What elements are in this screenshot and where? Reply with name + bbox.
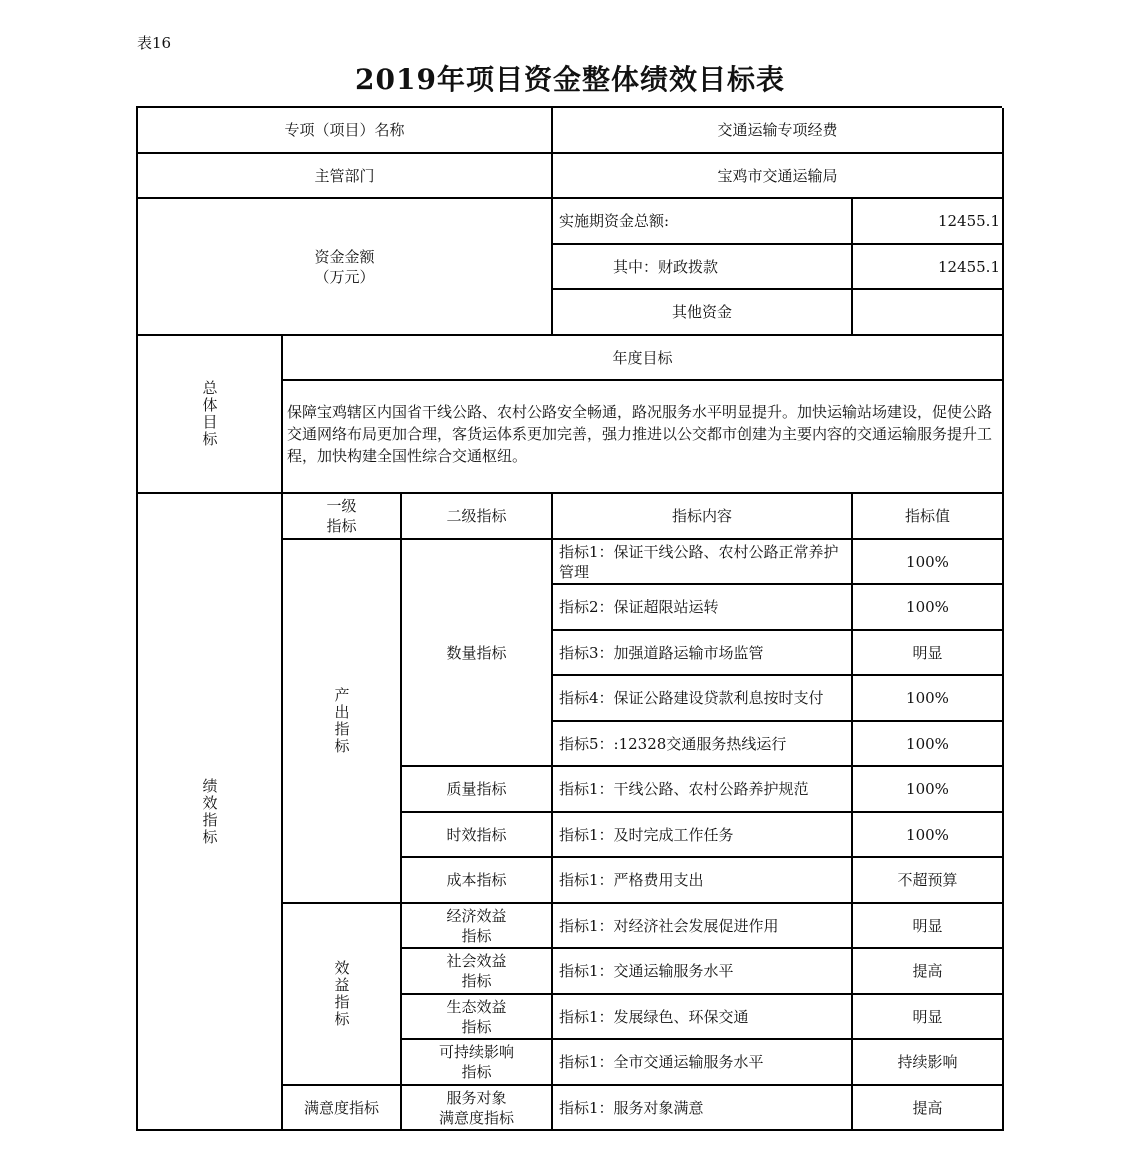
cost-indicator-label: 成本指标 xyxy=(402,858,553,904)
project-name-value: 交通运输专项经费 xyxy=(553,108,1004,154)
indicator-content: 指标1：及时完成工作任务 xyxy=(553,813,853,858)
fund-total-value: 12455.1 xyxy=(853,199,1004,245)
indicator-value: 不超预算 xyxy=(853,858,1004,904)
timeliness-indicator-label: 时效指标 xyxy=(402,813,553,858)
indicator-content: 指标1：全市交通运输服务水平 xyxy=(553,1040,853,1086)
satisfaction-sub-label: 服务对象 满意度指标 xyxy=(402,1086,553,1131)
indicator-content: 指标1：对经济社会发展促进作用 xyxy=(553,904,853,949)
indicator-content: 指标1：服务对象满意 xyxy=(553,1086,853,1131)
benefit-indicator-text: 效益指标 xyxy=(332,960,351,1028)
header-level1: 一级 指标 xyxy=(283,494,402,540)
indicator-value: 提高 xyxy=(853,1086,1004,1131)
header-content: 指标内容 xyxy=(553,494,853,540)
indicator-value: 明显 xyxy=(853,904,1004,949)
quality-indicator-label: 质量指标 xyxy=(402,767,553,813)
indicator-value: 提高 xyxy=(853,949,1004,995)
economic-indicator-label: 经济效益 指标 xyxy=(402,904,553,949)
indicator-value: 100% xyxy=(853,813,1004,858)
indicator-content: 指标1：保证干线公路、农村公路正常养护管理 xyxy=(553,540,853,585)
fund-fiscal-value: 12455.1 xyxy=(853,245,1004,290)
dept-label: 主管部门 xyxy=(138,154,553,199)
project-name-label: 专项（项目）名称 xyxy=(138,108,553,154)
overall-goal-text: 总体目标 xyxy=(200,380,219,448)
header-level2: 二级指标 xyxy=(402,494,553,540)
fund-other-value xyxy=(853,290,1004,336)
indicator-content: 指标5：:12328交通服务热线运行 xyxy=(553,722,853,767)
page-title: 2019年项目资金整体绩效目标表 xyxy=(355,63,785,96)
ecological-indicator-label: 生态效益 指标 xyxy=(402,995,553,1040)
annual-goal-label: 年度目标 xyxy=(283,336,1004,381)
sustainable-indicator-label: 可持续影响 指标 xyxy=(402,1040,553,1086)
indicator-value: 100% xyxy=(853,585,1004,631)
dept-value: 宝鸡市交通运输局 xyxy=(553,154,1004,199)
indicator-value: 100% xyxy=(853,722,1004,767)
annual-goal-text: 保障宝鸡辖区内国省干线公路、农村公路安全畅通，路况服务水平明显提升。加快运输站场建设，促使公路交通网络布局更加合理，客货运体系更加完善，强力推进以公交都市创建为主要内容的交通运输服务提升工程，加快构建全国性综合交通枢纽。 xyxy=(283,381,1004,494)
indicator-content: 指标1：交通运输服务水平 xyxy=(553,949,853,995)
benefit-indicator-label xyxy=(283,904,402,1086)
fund-other-label: 其他资金 xyxy=(553,290,853,336)
overall-goal-label xyxy=(138,336,283,494)
fund-total-label: 实施期资金总额: xyxy=(553,199,853,245)
indicator-content: 指标4：保证公路建设贷款利息按时支付 xyxy=(553,676,853,722)
indicator-content: 指标1：严格费用支出 xyxy=(553,858,853,904)
table-number: 表16 xyxy=(137,34,172,52)
header-value: 指标值 xyxy=(853,494,1004,540)
fund-fiscal-label: 其中：财政拨款 xyxy=(553,245,853,290)
output-indicator-text: 产出指标 xyxy=(332,687,351,755)
social-indicator-label: 社会效益 指标 xyxy=(402,949,553,995)
perf-indicator-text: 绩效指标 xyxy=(200,777,219,846)
fund-amount-label: 资金金额 （万元） xyxy=(138,199,553,336)
indicator-value: 100% xyxy=(853,676,1004,722)
indicator-content: 指标3：加强道路运输市场监管 xyxy=(553,631,853,676)
indicator-content: 指标1：发展绿色、环保交通 xyxy=(553,995,853,1040)
indicator-value: 100% xyxy=(853,540,1004,585)
indicator-value: 明显 xyxy=(853,995,1004,1040)
output-indicator-label xyxy=(283,540,402,904)
performance-table xyxy=(136,106,1002,1131)
quantity-indicator-label: 数量指标 xyxy=(402,540,553,767)
indicator-value: 100% xyxy=(853,767,1004,813)
indicator-value: 明显 xyxy=(853,631,1004,676)
indicator-value: 持续影响 xyxy=(853,1040,1004,1086)
satisfaction-indicator-label: 满意度指标 xyxy=(283,1086,402,1131)
perf-indicator-label xyxy=(138,494,283,1131)
indicator-content: 指标1：干线公路、农村公路养护规范 xyxy=(553,767,853,813)
indicator-content: 指标2：保证超限站运转 xyxy=(553,585,853,631)
